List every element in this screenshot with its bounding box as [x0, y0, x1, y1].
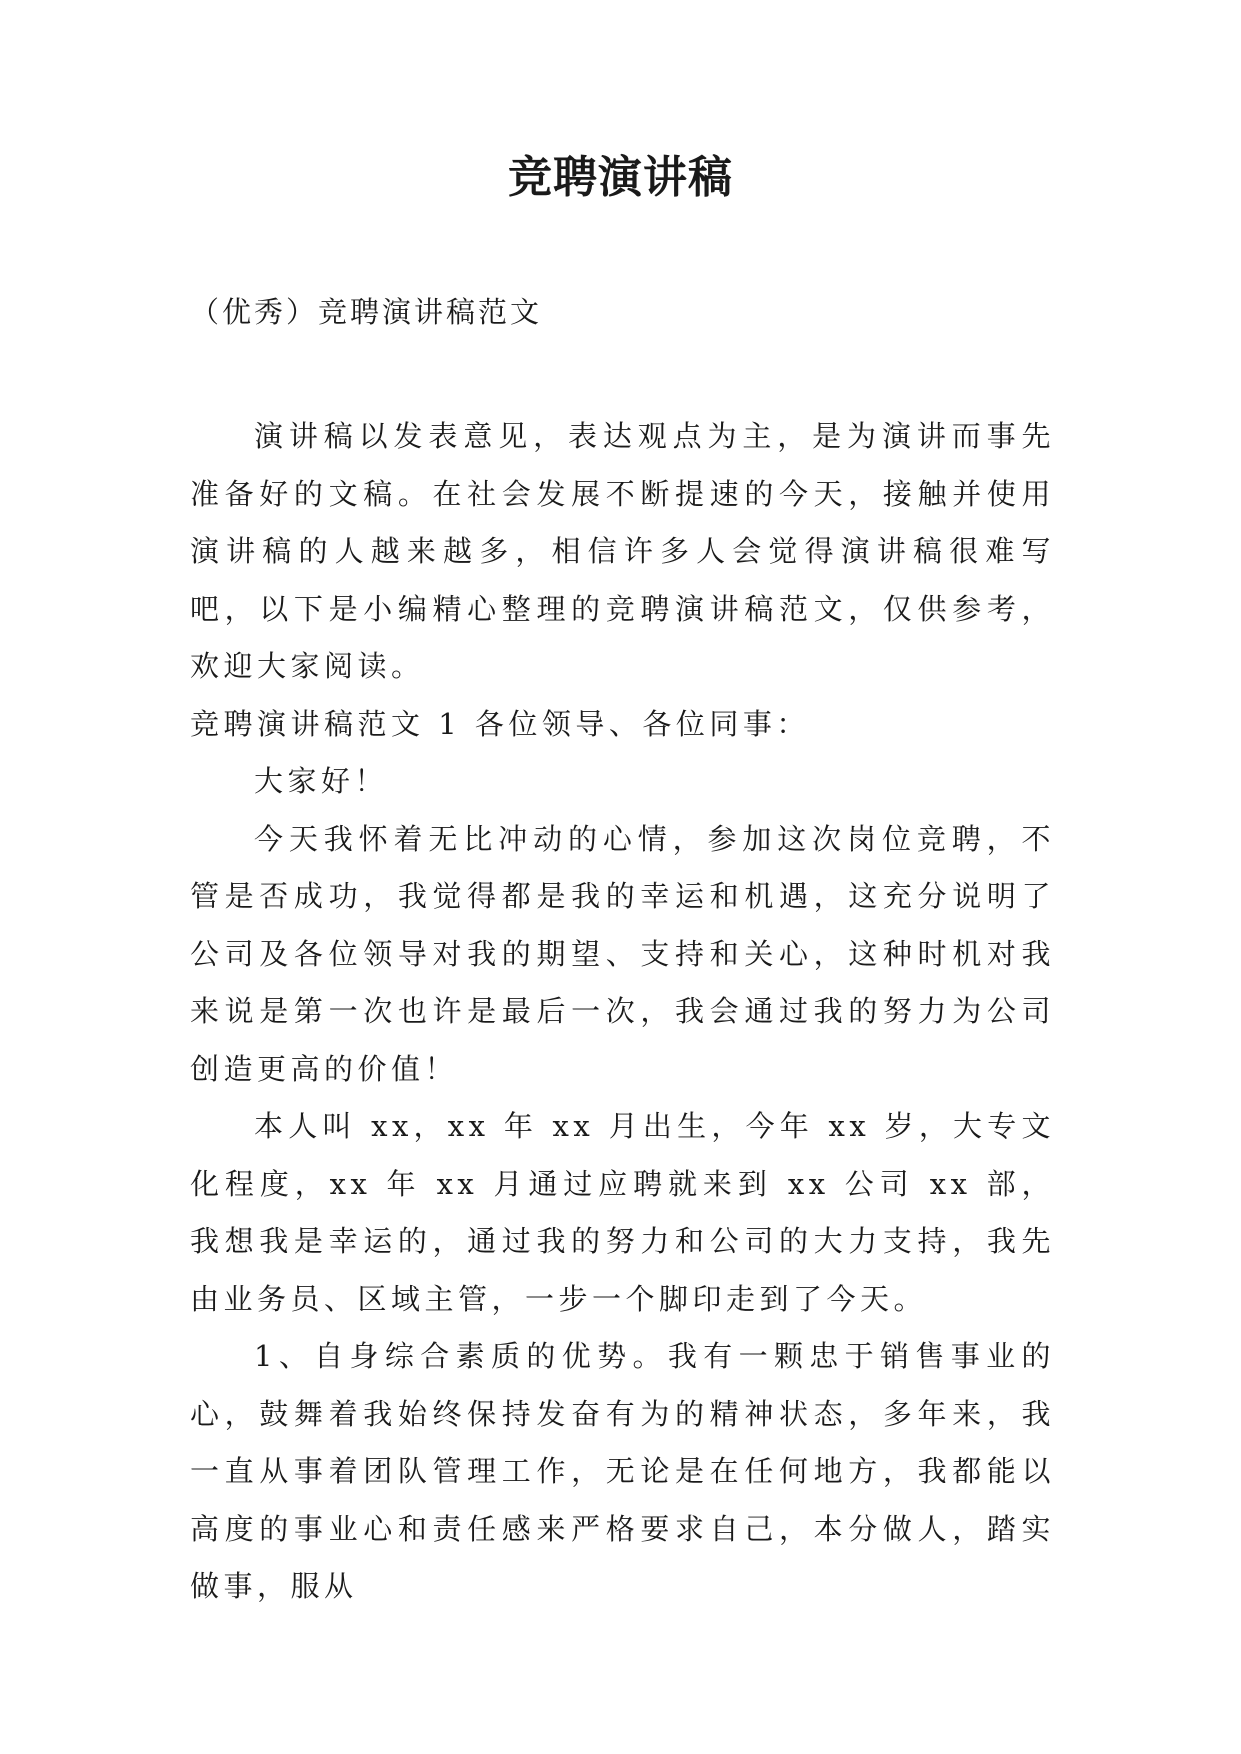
paragraph-intro: 演讲稿以发表意见，表达观点为主，是为演讲而事先准备好的文稿。在社会发展不断提速的今天，接触并使用演讲稿的人越来越多，相信许多人会觉得演讲稿很难写吧，以下是小编精心整理的竞聘演讲稿范文，仅供参考，欢迎大家阅读。 [190, 419, 1055, 683]
paragraph-greeting: 大家好！ [254, 764, 389, 798]
paragraph-heading: 竞聘演讲稿范文 1 各位领导、各位同事： [190, 706, 810, 741]
paragraph-advantage: 1、自身综合素质的优势。我有一颗忠于销售事业的心，鼓舞着我始终保持发奋有为的精神状态，多年来，我一直从事着团队管理工作，无论是在任何地方，我都能以高度的事业心和责任感来严格要求自己，本分做人，踏实做事，服从 [190, 1339, 1055, 1603]
document-subtitle: （优秀）竞聘演讲稿范文 [190, 295, 543, 329]
paragraph-opening: 今天我怀着无比冲动的心情，参加这次岗位竞聘，不管是否成功，我觉得都是我的幸运和机遇，这充分说明了公司及各位领导对我的期望、支持和关心，这种时机对我来说是第一次也许是最后一次，我会通过我的努力为公司创造更高的价值！ [190, 821, 1055, 1086]
paragraph-self-intro: 本人叫 xx，xx 年 xx 月出生，今年 xx 岁，大专文化程度，xx 年 xx 月通过应聘就来到 xx 公司 xx 部，我想我是幸运的，通过我的努力和公司的大力支持，我先由业务员、区域主管，一步一个脚印走到了今天。 [190, 1109, 1055, 1316]
document-body [190, 408, 1055, 1616]
document-title: 竞聘演讲稿 [508, 152, 733, 203]
